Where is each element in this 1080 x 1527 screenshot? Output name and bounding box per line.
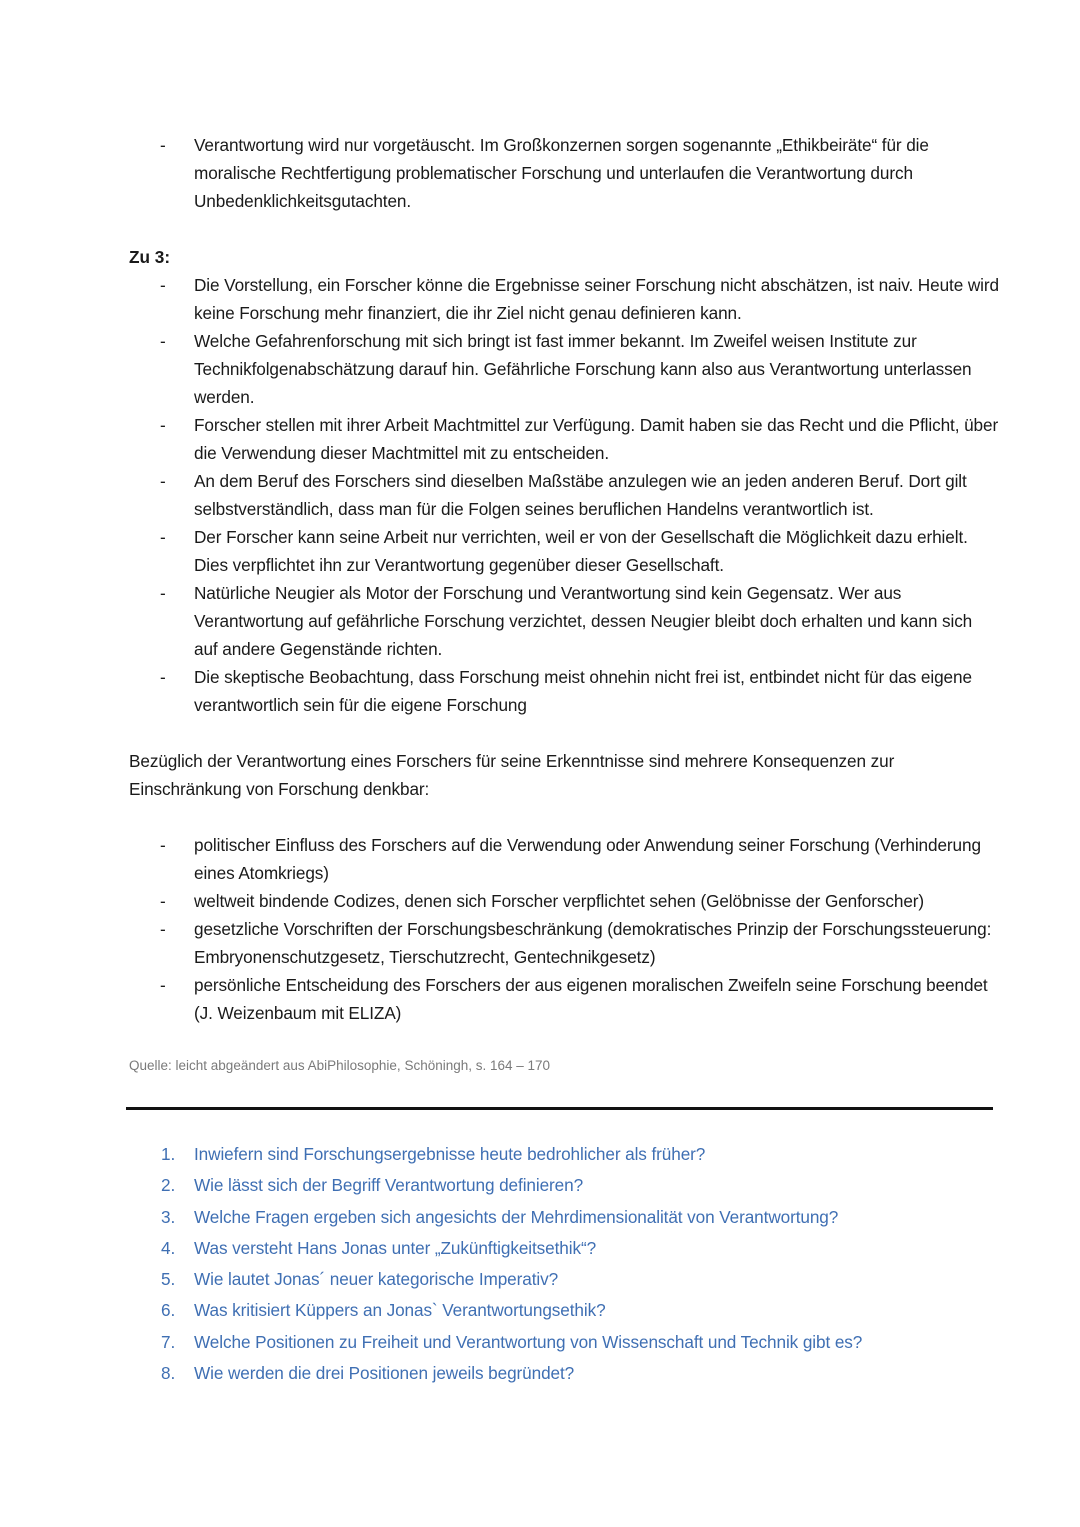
bullet-item <box>0 887 1080 915</box>
bullet-item <box>0 327 1080 411</box>
intro-bullet-list <box>0 131 1080 215</box>
dash-bullet-icon: - <box>160 583 166 603</box>
dash-bullet-icon: - <box>160 891 166 911</box>
question-text: Welche Positionen zu Freiheit und Verantwortung von Wissenschaft und Technik gibt es? <box>194 1331 863 1352</box>
dash-bullet-icon: - <box>160 527 166 547</box>
bullet-text: persönliche Entscheidung des Forschers der aus eigenen moralischen Zweifeln seine Forschung beendet (J. Weizenbaum mit ELIZA) <box>194 975 988 1023</box>
question-number: 6. <box>161 1300 176 1321</box>
bullet-item <box>0 831 1080 887</box>
question-item <box>0 1233 1080 1264</box>
question-number: 3. <box>161 1206 176 1227</box>
bullet-text: Die skeptische Beobachtung, dass Forschung meist ohnehin nicht frei ist, entbindet nicht für das eigene verantwortlich sein für die eigene Forschung <box>194 667 972 715</box>
question-number: 8. <box>161 1363 176 1384</box>
question-text: Inwiefern sind Forschungsergebnisse heute bedrohlicher als früher? <box>194 1144 706 1164</box>
question-text: Wie lässt sich der Begriff Verantwortung definieren? <box>194 1175 584 1196</box>
question-list <box>0 1139 1080 1389</box>
question-item <box>0 1264 1080 1295</box>
consequences-list <box>0 831 1080 1027</box>
dash-bullet-icon: - <box>160 135 166 155</box>
question-text: Welche Fragen ergeben sich angesichts der Mehrdimensionalität von Verantwortung? <box>194 1206 839 1227</box>
question-number: 1. <box>161 1144 176 1164</box>
bullet-item <box>0 579 1080 663</box>
question-number: 4. <box>161 1237 176 1258</box>
section-bullet-list <box>0 271 1080 719</box>
bullet-item <box>0 523 1080 579</box>
bullet-item <box>0 915 1080 971</box>
bullet-text: Verantwortung wird nur vorgetäuscht. Im Großkonzernen sorgen sogenannte „Ethikbeiräte“ für die moralische Rechtfertigung problematischer Forschung und unterlaufen die Verantwortung durch Unbedenklichkeitsgutachten. <box>194 135 929 211</box>
question-number: 7. <box>161 1331 176 1352</box>
dash-bullet-icon: - <box>160 415 166 435</box>
bullet-text: gesetzliche Vorschriften der Forschungsbeschränkung (demokratisches Prinzip der Forschungssteuerung: Embryonenschutzgesetz, Tierschutzrecht, Gentechnikgesetz) <box>194 919 992 967</box>
bullet-text: Der Forscher kann seine Arbeit nur verrichten, weil er von der Gesellschaft die Möglichkeit dazu erhielt. Dies verpflichtet ihn zur Verantwortung gegenüber dieser Gesellschaft. <box>194 527 968 575</box>
bullet-item <box>0 411 1080 467</box>
bullet-item <box>0 271 1080 327</box>
bullet-text: Welche Gefahrenforschung mit sich bringt ist fast immer bekannt. Im Zweifel weisen Institute zur Technikfolgenabschätzung darauf hin. Gefährliche Forschung kann also aus Verantwortung unterlassen werden. <box>194 331 972 407</box>
dash-bullet-icon: - <box>160 275 166 295</box>
question-item <box>0 1358 1080 1389</box>
bullet-item <box>0 467 1080 523</box>
question-item <box>0 1327 1080 1358</box>
consequences-intro: Bezüglich der Verantwortung eines Forschers für seine Erkenntnisse sind mehrere Konsequenzen zur Einschränkung von Forschung denkbar: <box>129 751 895 799</box>
bullet-text: An dem Beruf des Forschers sind dieselben Maßstäbe anzulegen wie an jeden anderen Beruf. Dort gilt selbstverständlich, dass man für die Folgen seines beruflichen Handelns verantwortlich ist. <box>194 471 967 519</box>
bullet-item <box>0 971 1080 1027</box>
question-number: 2. <box>161 1175 176 1196</box>
dash-bullet-icon: - <box>160 919 166 939</box>
section-heading: Zu 3: <box>129 247 171 267</box>
dash-bullet-icon: - <box>160 835 166 855</box>
question-text: Wie lautet Jonas´ neuer kategorische Imperativ? <box>194 1269 559 1290</box>
dash-bullet-icon: - <box>160 975 166 995</box>
bullet-item <box>0 131 1080 215</box>
bullet-text: politischer Einfluss des Forschers auf die Verwendung oder Anwendung seiner Forschung (Verhinderung eines Atomkriegs) <box>194 835 981 883</box>
question-text: Wie werden die drei Positionen jeweils begründet? <box>194 1363 575 1384</box>
bullet-text: weltweit bindende Codizes, denen sich Forscher verpflichtet sehen (Gelöbnisse der Genforscher) <box>194 891 925 911</box>
horizontal-divider <box>126 1107 993 1110</box>
question-item <box>0 1295 1080 1326</box>
question-text: Was kritisiert Küppers an Jonas` Verantwortungsethik? <box>194 1300 606 1321</box>
question-item <box>0 1170 1080 1201</box>
dash-bullet-icon: - <box>160 471 166 491</box>
bullet-text: Forscher stellen mit ihrer Arbeit Machtmittel zur Verfügung. Damit haben sie das Recht und die Pflicht, über die Verwendung dieser Machtmittel mit zu entscheiden. <box>194 415 999 463</box>
bullet-item <box>0 663 1080 719</box>
bullet-text: Natürliche Neugier als Motor der Forschung und Verantwortung sind kein Gegensatz. Wer aus Verantwortung auf gefährliche Forschung verzichtet, dessen Neugier bleibt doch erhalten und kann sich auf andere Gegenstände richten. <box>194 583 973 659</box>
source-citation: Quelle: leicht abgeändert aus AbiPhilosophie, Schöningh, s. 164 – 170 <box>129 1058 551 1073</box>
bullet-text: Die Vorstellung, ein Forscher könne die Ergebnisse seiner Forschung nicht abschätzen, ist naiv. Heute wird keine Forschung mehr finanziert, die ihr Ziel nicht genau definieren kann. <box>194 275 999 323</box>
question-item <box>0 1202 1080 1233</box>
dash-bullet-icon: - <box>160 667 166 687</box>
dash-bullet-icon: - <box>160 331 166 351</box>
question-item <box>0 1139 1080 1170</box>
question-number: 5. <box>161 1269 176 1290</box>
question-text: Was versteht Hans Jonas unter „Zukünftigkeitsethik“? <box>194 1237 597 1258</box>
